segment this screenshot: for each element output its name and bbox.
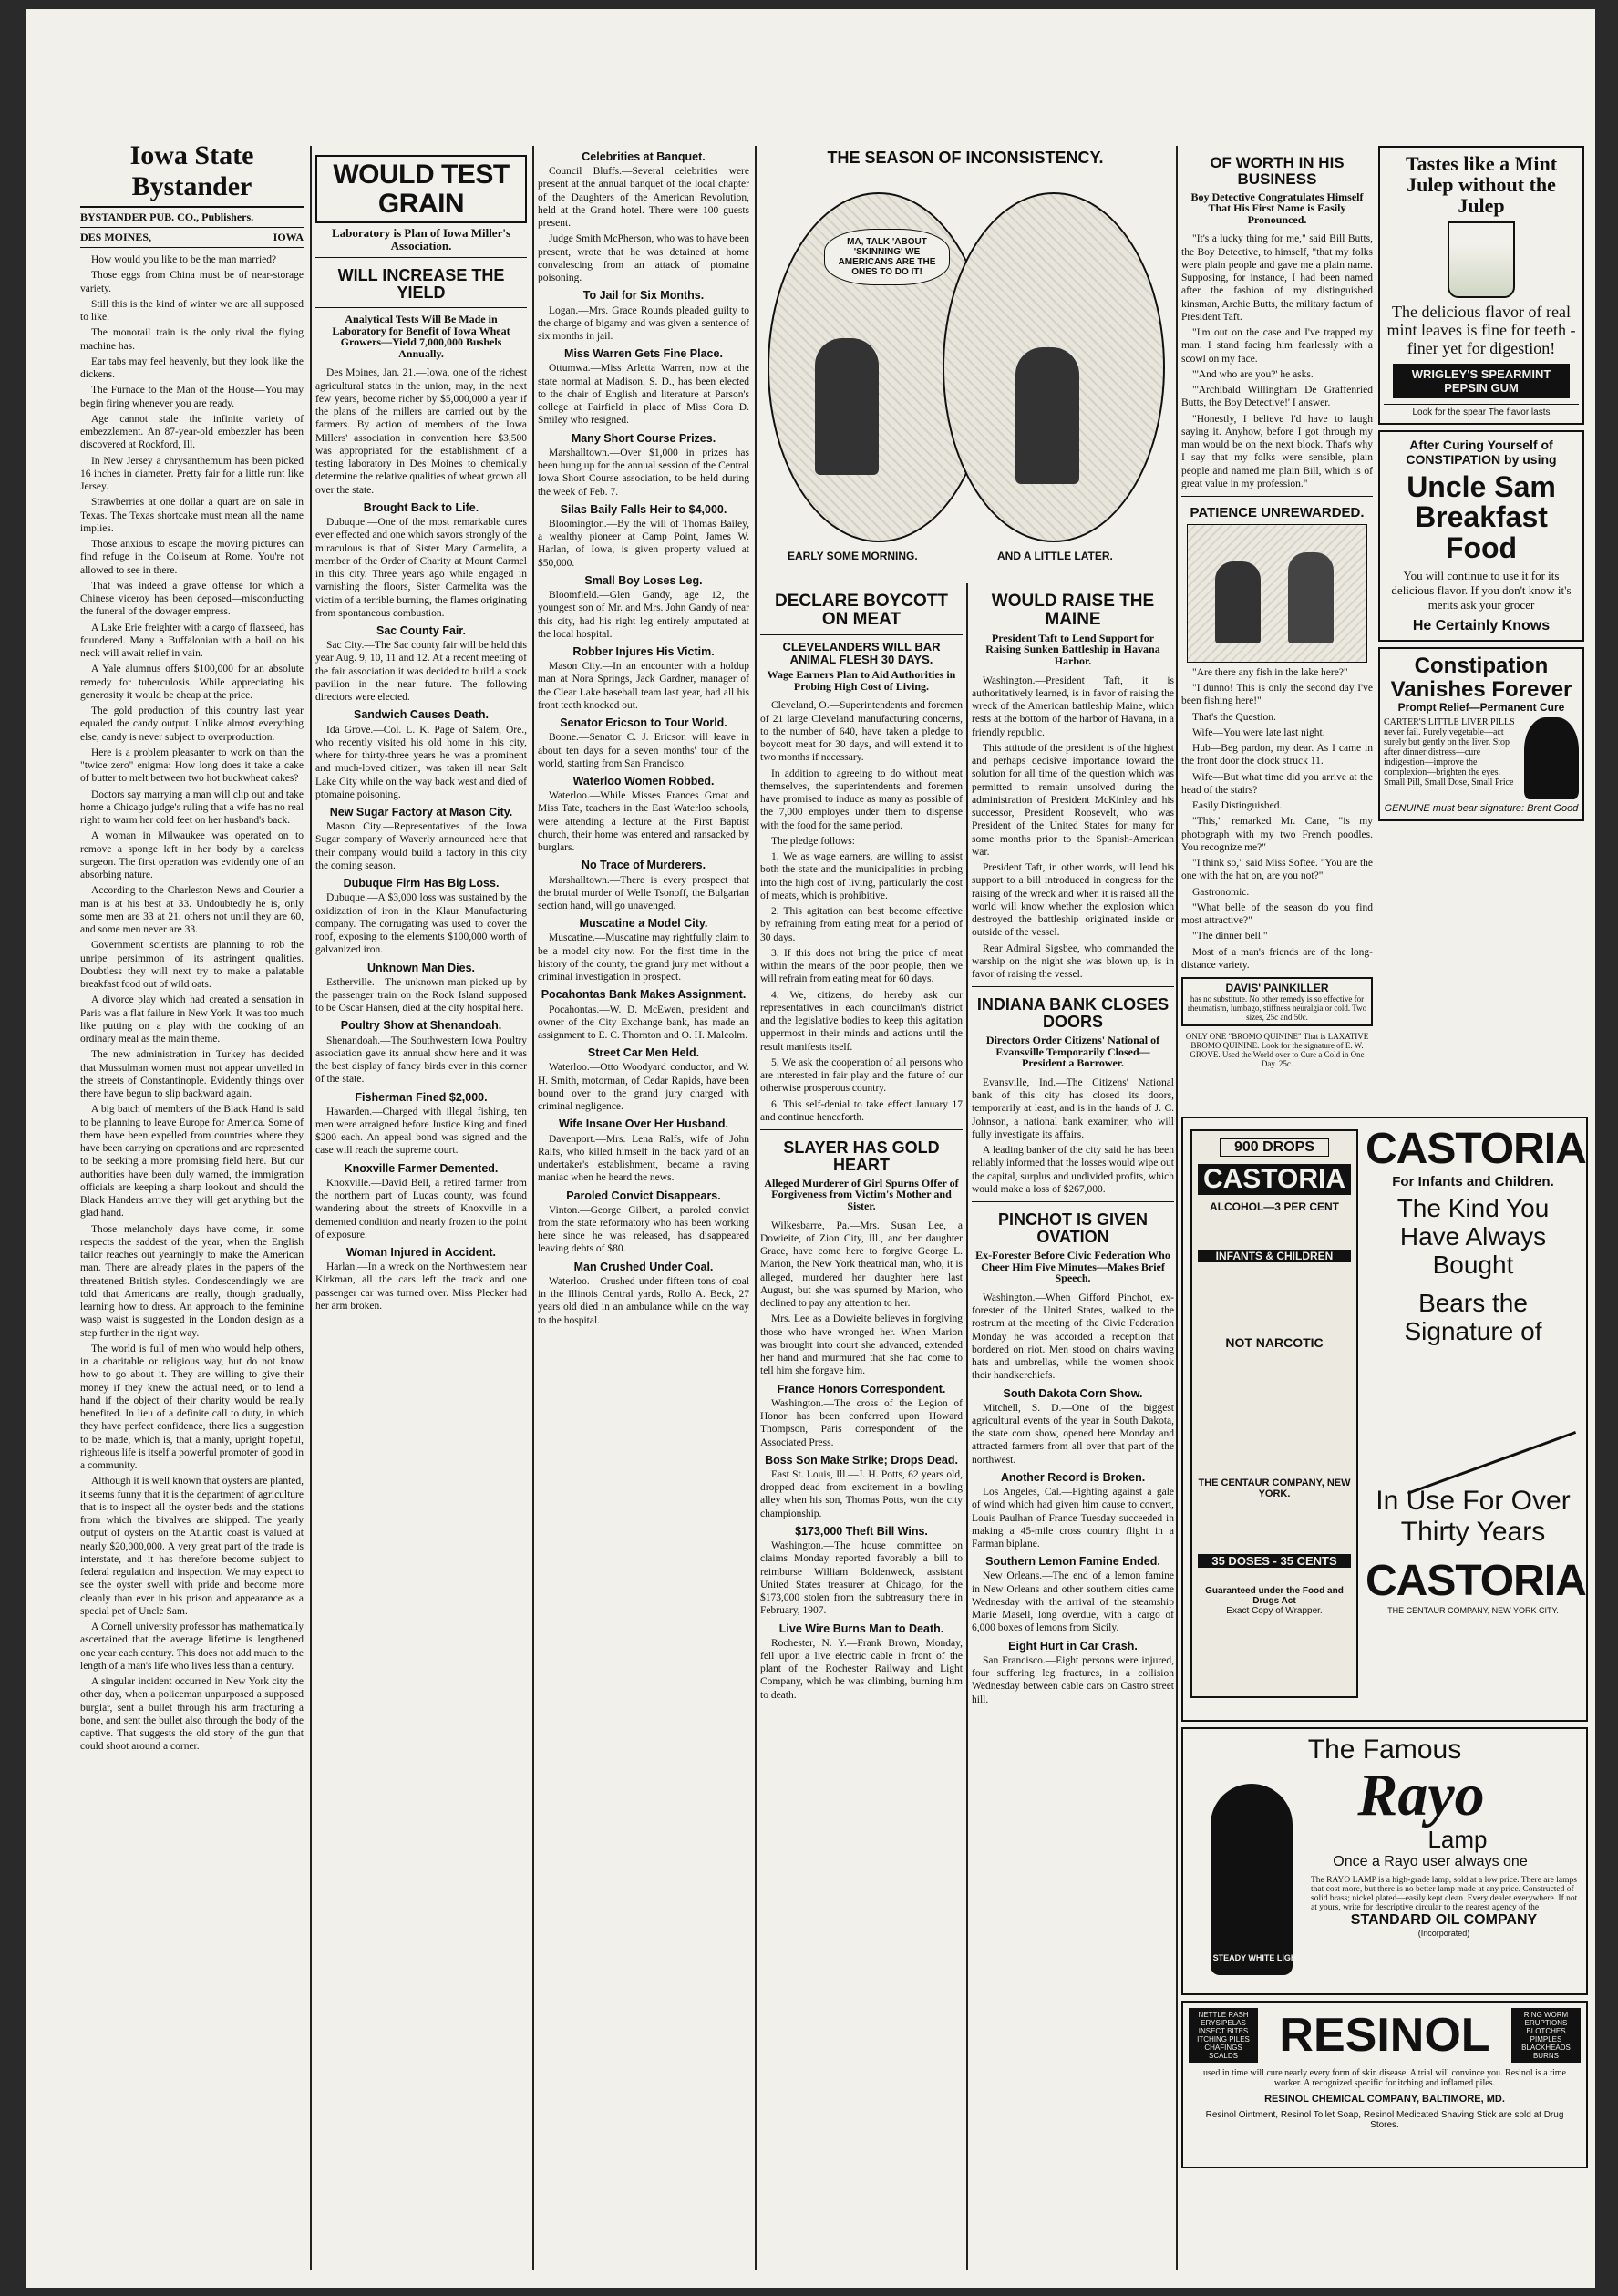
castoria-narcotic: NOT NARCOTIC	[1225, 1335, 1324, 1350]
editorial-paragraph: The new administration in Turkey has decided that Mussulman women must not appear unveiled in the streets of Constantinople. Evidently things over there have begun to slip backward again.	[80, 1049, 304, 1099]
castoria-bottle	[1190, 1129, 1358, 1698]
news-item	[538, 504, 749, 570]
editorial-paragraph: Although it is well known that oysters are planted, it seems funny that it is the department of agriculture that is to inspect all the oyster beds and the stations from which the bivalves are shipped. The yearly output of oysters on the Atlantic coast is valued at nearly $20,000,000. A very great part of the trade is interstate, and it has therefore become subject to federal regulation and inspection. We may expect to see the oyster swell with pride and become more cleanly than ever in his prison and appearance as a special pet of Uncle Sam.	[80, 1476, 304, 1617]
divider	[972, 986, 1174, 987]
news-item	[538, 1261, 749, 1327]
castoria-bears: Bears the Signature of	[1404, 1289, 1542, 1346]
wrigley-footer: Look for the spear The flavor lasts	[1384, 404, 1579, 417]
item-headline: Street Car Men Held.	[587, 1046, 700, 1060]
editorial-paragraph: A Lake Erie freighter with a cargo of flaxseed, has foundered. Many a Buffalonian with a boil on his neck will await relief in vain.	[80, 622, 304, 659]
carter-body: CARTER'S LITTLE LIVER PILLS never fail. Purely vegetable—act surely but gently on the liver. Stop after dinner distress—cure indigestion—improve the complexion—brighten the eyes. Small Pill, Small Dose, Small Price	[1384, 716, 1515, 788]
item-body: East St. Louis, Ill.—J. H. Potts, 62 years old, dropped dead from excitement in a bowling alley when his son, Thomas Potts, won the city championship.	[760, 1468, 963, 1519]
editorial-paragraph: In New Jersey a chrysanthemum has been picked 16 inches in diameter. Pretty fair for a little runt like Jersey.	[80, 455, 304, 492]
rayo-company: STANDARD OIL COMPANY	[1350, 1912, 1538, 1928]
news-item	[315, 878, 527, 956]
item-headline: Celebrities at Banquet.	[582, 150, 706, 163]
divider	[760, 634, 963, 635]
slayer-paragraph: Wilkesbarre, Pa.—Mrs. Susan Lee, a Dowieite, of Zion City, Ill., and her daughter Grace, have come here to forgive George L. Marion, the New York theatrical man, who, it is alleged, murdered her daughter here last August, but she was spurned by Marion, who declined to pay any attention to her.	[760, 1220, 963, 1310]
divider	[972, 1201, 1174, 1202]
item-headline: Wife Insane Over Her Husband.	[558, 1117, 729, 1131]
of-worth-paragraph: "'And who are you?' he asks.	[1192, 368, 1314, 380]
news-items	[760, 1384, 963, 1702]
editorial-paragraph: Government scientists are planning to rob the unripe persimmon of its astringent qualities. Doubtless they will next try to make a palatable breakfast food out of wild oats.	[80, 940, 304, 990]
joke-line: Easily Distinguished.	[1192, 800, 1283, 812]
carter-title: Constipation Vanishes Forever	[1390, 654, 1572, 702]
news-item	[538, 433, 749, 499]
item-headline: Sandwich Causes Death.	[354, 708, 489, 722]
newspaper-page	[26, 9, 1595, 2288]
uncle-pre: After Curing Yourself of CONSTIPATION by using	[1406, 437, 1557, 467]
rayo-lamp: Lamp	[1427, 1826, 1488, 1853]
maine-paragraph: President Taft, in other words, will lend his support to a bill introduced in congress for the raising of the wreck and when it is raised all the world will know whether the explosion which destroyed the battleship originated inside or outside of the vessel.	[972, 862, 1174, 939]
lamp-icon	[1211, 1784, 1293, 1975]
editorial-paragraph: A big batch of members of the Black Hand is said to be planning to leave Europe for America. Some of them have been expelled from countries where they have been carrying on operations and are represented to be seeking a more promising field here. But our authorities have been duly warned, the immigration officials are keeping a sharp lookout and should the Black Handers arrive they will get anything but the glad hand.	[80, 1104, 304, 1220]
editorial-paragraph: Strawberries at one dollar a quart are on sale in Texas. The Texas shortcake must mean all the name implies.	[80, 497, 304, 534]
publisher-line	[80, 208, 304, 228]
joke-line: "I dunno! This is only the second day I've been fishing here!"	[1181, 683, 1373, 707]
maine-paragraph: This attitude of the president is of the highest and perhaps decisive importance toward the solution for all time of the question which was permitted to remain unsolved during the administration of President McKinley and his successor, President Roosevelt, who was President of the United States for many for some months prior to the Spanish-American war.	[972, 742, 1174, 858]
boycott-paragraph: 1. We as wage earners, are willing to assist both the state and the municipalities in probing into the high cost of living, particularly the cost of meats, which is prohibitive.	[760, 851, 963, 901]
rayo-brand: Rayo	[1357, 1762, 1485, 1828]
column-rule	[310, 146, 312, 2270]
resinol-header	[1189, 2008, 1581, 2063]
carter-ad	[1378, 647, 1584, 820]
item-body: Bloomington.—By the will of Thomas Bailey, a wealthy pioneer at Camp Point, James W. Harlan, of Iowa, is given property valued at $50,000.	[538, 518, 749, 569]
column-maine	[972, 583, 1174, 2270]
item-headline: Knoxville Farmer Demented.	[344, 1161, 499, 1175]
joke-line: "What belle of the season do you find most attractive?"	[1181, 901, 1373, 927]
news-item	[972, 1556, 1174, 1634]
item-headline: Man Crushed Under Coal.	[573, 1260, 714, 1273]
cartoon-title-patience: PATIENCE UNREWARDED.	[1190, 505, 1365, 521]
item-headline: Robber Injures His Victim.	[572, 645, 715, 658]
rayo-tagline: Once a Rayo user always one	[1333, 1854, 1528, 1869]
castoria-drops: 900 DROPS	[1220, 1138, 1329, 1157]
deck: Alleged Murderer of Girl Spurns Offer of Forgiveness from Victim's Mother and Sister.	[764, 1176, 959, 1213]
castoria-copy: Exact Copy of Wrapper.	[1226, 1606, 1323, 1616]
news-item	[315, 1092, 527, 1158]
uncle-sam-ad	[1378, 430, 1584, 643]
item-body: Des Moines, Jan. 21.—Iowa, one of the richest agricultural states in the union, may, in the next few years, become richer by $5,000,000 a year if the plans of the millers are carried out by the farmers. By action of members of the Iowa Millers' association in convention here $3,500 was appropriated for the establishment of a testing laboratory in Des Moines to chemically determine the relative qualities of wheat grown all over the state.	[315, 367, 527, 496]
carter-sub: Prompt Relief—Permanent Cure	[1397, 700, 1565, 714]
news-items	[538, 151, 749, 1327]
joke-line: That's the Question.	[1192, 711, 1276, 723]
item-body: Dubuque.—A $3,000 loss was sustained by the oxidization of iron in the Klaur Manufacturing company. The corrugating was used to cover the roof, exposing to the elements $100,000 worth of galvanized iron.	[315, 892, 527, 956]
editorial-paragraph: A woman in Milwaukee was operated on to remove a sponge left in her body by a careless surgeon. The first operation was evidently one of an absorbing nature.	[80, 830, 304, 880]
joke-line: Gastronomic.	[1192, 886, 1250, 898]
item-body: Shenandoah.—The Southwestern Iowa Poultry association gave its annual show here and it was the best display of fancy birds ever in this corner of the state.	[315, 1035, 527, 1086]
editorial-paragraph: Those eggs from China must be of near-storage variety.	[80, 270, 304, 294]
maine-paragraphs	[972, 674, 1174, 982]
rayo-famous: The Famous	[1307, 1735, 1462, 1765]
news-item	[315, 1247, 527, 1313]
editorial-paragraph: That was indeed a grave offense for which a Chinese viceroy has been deposed—misconducting the funeral of the dowager empress.	[80, 580, 304, 618]
editorial-paragraph: A divorce play which had created a sensation in Paris was a flat failure in New York. It was too much like putting on a play with the cooking of an ordinary meal as the main theme.	[80, 994, 304, 1045]
of-worth-paragraph: "'Archibald Willingham De Graffenried Butts, the Boy Detective!' I answer.	[1181, 385, 1373, 409]
column-editorial	[80, 137, 304, 2270]
rayo-light: THE STEADY WHITE LIGHT	[1194, 1953, 1302, 1962]
news-items	[315, 366, 527, 1313]
headline-boycott: DECLARE BOYCOTT ON MEAT	[775, 592, 948, 629]
passerby-figure	[1288, 552, 1334, 643]
castoria-title: CASTORIA	[1366, 1125, 1586, 1173]
glass-icon	[1448, 221, 1515, 298]
editorial-paragraph: Ear tabs may feel heavenly, but they look like the dickens.	[80, 355, 304, 380]
news-item	[315, 366, 527, 497]
item-body: Ottumwa.—Miss Arletta Warren, now at the state normal at Madison, S. D., has been elected to the chair of English and literature at Parson's college at Fairfield in place of Miss Cora D. Smiley who resigned.	[538, 363, 749, 427]
headline-of-worth: OF WORTH IN HIS BUSINESS	[1210, 154, 1345, 188]
editorial-paragraph: Those anxious to escape the moving pictures can find refuge in the Coliseum at Rome. You're not allowed to see in there.	[80, 539, 304, 576]
resinol-ad	[1181, 2001, 1588, 2168]
item-body: Council Bluffs.—Several celebrities were present at the annual banquet of the local chapter of the Daughters of the American Revolution, held at the Grand hotel. There were 100 guests present.	[538, 166, 749, 230]
headline-bank: INDIANA BANK CLOSES DOORS	[976, 995, 1170, 1032]
fisherman-figure	[1215, 561, 1261, 643]
news-item	[538, 646, 749, 712]
item-body: Pocahontas.—W. D. McEwen, president and owner of the City Exchange bank, has made an assignment to E. C. Thornton and O. H. Malcolm.	[538, 1004, 749, 1041]
editorial-paragraph: According to the Charleston News and Courier a man is at his best at 33. Undoubtedly he is, only some men are 33 at 21, others not until they are 60, and some men never are 33.	[80, 885, 304, 935]
divider	[760, 1129, 963, 1130]
item-headline: Muscatine a Model City.	[579, 917, 708, 931]
deck: Boy Detective Congratulates Himself That His First Name is Easily Pronounced.	[1190, 190, 1364, 226]
news-item	[538, 776, 749, 854]
of-worth-paragraph: "Honestly, I believe I'd have to laugh saying it. Anyhow, before I got through my man would be on the next block. That's why I say that my folks were sensible, plain people and named me plain Bill, which is of great value in my profession."	[1181, 413, 1373, 489]
news-items	[972, 1388, 1174, 1706]
item-body: Estherville.—The unknown man picked up by the passenger train on the Rock Island supposed to be Oscar Hansen, died at the city hospital here.	[315, 976, 527, 1014]
column-of-worth	[1181, 146, 1373, 1103]
news-item	[538, 1190, 749, 1256]
cartoon-title: THE SEASON OF INCONSISTENCY.	[827, 149, 1104, 167]
figure-man-walking	[1015, 347, 1079, 484]
item-headline: France Honors Correspondent.	[777, 1382, 946, 1395]
item-body: Marshalltown.—Over $1,000 in prizes has been hung up for the annual session of the Central Iowa Short Course association, to be held during the week of Feb. 7.	[538, 447, 749, 498]
castoria-doses: 35 DOSES - 35 CENTS	[1198, 1554, 1351, 1568]
editorial-paragraph: Those melancholy days have come, in some respects the saddest of the year, when the English tailor reaches out yearningly to make the American man. There are already plates in the papers of the threatened British styles. Condescendingly we are told that Americans are really, though gradually, learning how to dress. An approach to the feminine wasp waist is suggested in the London design as a step further in the right way.	[80, 1223, 304, 1339]
news-item	[760, 1384, 963, 1449]
quinine-ad: ONLY ONE "BROMO QUININE" That is LAXATIVE BROMO QUININE. Look for the signature of E. W. GROVE. Used the World over to Cure a Cold in One Day. 25c.	[1185, 1032, 1369, 1069]
painkiller-text: has no substitute. No other remedy is so effective for rheumatism, lumbago, stiffness neuralgia or cold. Two sizes, 25c and 50c.	[1187, 994, 1367, 1023]
carter-body-row	[1384, 717, 1579, 799]
item-body: San Francisco.—Eight persons were injured, four suffering leg fractures, in a collision Wednesday between cable cars on Castro street hill.	[972, 1654, 1174, 1705]
bank-paragraph: A leading banker of the city said he has been reliably informed that the losses would wipe out the capital, surplus and undivided profits, which would make a loss of $267,000.	[972, 1145, 1174, 1195]
wrigley-title: Tastes like a Mint Julep without the Julep	[1405, 152, 1558, 218]
item-headline: Dubuque Firm Has Big Loss.	[343, 877, 500, 891]
item-headline: No Trace of Murderers.	[581, 859, 706, 872]
item-body: Rochester, N. Y.—Frank Brown, Monday, fell upon a live electric cable in front of the plant of the Rochester Railway and Light Company, which he was climbing, burning him to death.	[760, 1637, 963, 1701]
item-headline: Fisherman Fined $2,000.	[355, 1090, 488, 1104]
news-item	[760, 1526, 963, 1618]
column-rule	[966, 583, 968, 2270]
boycott-paragraph: The pledge follows:	[771, 835, 855, 847]
item-headline: New Sugar Factory at Mason City.	[329, 806, 513, 819]
item-headline: Southern Lemon Famine Ended.	[985, 1555, 1160, 1569]
item-headline: Miss Warren Gets Fine Place.	[564, 347, 723, 361]
item-headline: Unknown Man Dies.	[366, 961, 476, 974]
boycott-paragraph: 4. We, citizens, do hereby ask our representatives in each councilman's district and the legislative bodies to keep this agitation uppermost in their minds and actions until the result manifests itself.	[760, 989, 963, 1053]
castoria-ad	[1181, 1117, 1588, 1722]
column-boycott	[760, 583, 963, 2270]
news-item	[315, 709, 527, 801]
news-item	[538, 1047, 749, 1113]
item-headline: To Jail for Six Months.	[582, 289, 705, 303]
editorial-paragraph: Still this is the kind of winter we are all supposed to like.	[80, 298, 304, 323]
news-item	[538, 989, 749, 1042]
item-headline: Brought Back to Life.	[363, 500, 479, 514]
left-caption: EARLY SOME MORNING.	[788, 549, 918, 562]
joke-line: Wife—But what time did you arrive at the head of the stairs?	[1181, 771, 1373, 796]
editorial-paragraph: A Cornell university professor has mathematically ascertained that the average lifetime is lengthened one year each century. This does not add much to the length of a man's life who lives less than a century.	[80, 1622, 304, 1672]
item-body: Davenport.—Mrs. Lena Ralfs, wife of John Ralfs, who killed himself in the back yard of an undertaker's establishment, became a raving maniac when he heard the news.	[538, 1133, 749, 1184]
item-headline: Sac County Fair.	[376, 624, 466, 638]
item-body: Mason City.—In an encounter with a holdup man at Nora Springs, Jack Gardner, manager of the Clear Lake baseball team last year, had all his front teeth knocked out.	[538, 661, 749, 711]
wrigley-body: The delicious flavor of real mint leaves is fine for teeth - finer yet for digestion!	[1386, 303, 1576, 357]
headline-pinchot: PINCHOT IS GIVEN OVATION	[997, 1210, 1149, 1247]
boycott-paragraph: 6. This self-denial to take effect January 17 and continue henceforth.	[760, 1098, 963, 1123]
castoria-guarantee: Guaranteed under the Food and Drugs Act	[1205, 1586, 1344, 1606]
bank-paragraph: Evansville, Ind.—The Citizens' National bank of this city has closed its doors, temporarily at least, and is in the hands of J. C. Johnson, a national bank examiner, who will fully investigate its affairs.	[972, 1076, 1174, 1140]
cartoon-frame	[760, 174, 1170, 574]
wrigley-ad	[1378, 146, 1584, 425]
news-item	[315, 807, 527, 872]
rayo-inc: (Incorporated)	[1417, 1929, 1470, 1938]
editorial-paragraph: Here is a problem pleasanter to work on than the "twice zero" enigma: How long does it take a cake of butter to melt between two hot buckwheat cakes?	[80, 746, 304, 785]
news-item	[972, 1388, 1174, 1467]
item-headline: Senator Ericson to Tour World.	[560, 716, 727, 730]
item-body: Muscatine.—Muscatine may rightfully claim to be a model city now. For the first time in the history of the county, the grand jury met without a criminal investigation in prospect.	[538, 932, 749, 983]
news-item	[760, 1455, 963, 1520]
column-iowa-news	[315, 146, 527, 2270]
column-rule	[755, 146, 757, 2270]
editorial-paragraph: Doctors say marrying a man will clip out and take home a Chicago judge's ruling that a wife has no real right to warm her cold feet on her husband's back.	[80, 788, 304, 826]
headline-slayer: SLAYER HAS GOLD HEART	[783, 1138, 940, 1174]
crow-icon	[1524, 717, 1579, 799]
deck: Analytical Tests Will Be Made in Laboratory for Benefit of Iowa Wheat Growers—Yield 7,000,000 Bushels Annually.	[332, 313, 510, 360]
item-body: Judge Smith McPherson, who was to have been present, wrote that he was detained at home convalescing from an attack of ptomaine poisoning.	[538, 233, 749, 284]
castoria-box-title: CASTORIA	[1198, 1164, 1351, 1195]
item-body: Waterloo.—While Misses Frances Groat and Miss Tate, teachers in the East Waterloo schools, were attending a lecture at the First Baptist church, their home was entered and ransacked by burglars.	[538, 790, 749, 854]
signature-scrawl	[1370, 1328, 1576, 1495]
joke-line: "This," remarked Mr. Cane, "is my photograph with my two French poodles. You recognize me?"	[1181, 816, 1373, 853]
slayer-paragraph: Mrs. Lee as a Dowieite believes in forgiving those who have wronged her. When Marion was brought into court she advanced, extended her hand and murmured that she had come to tell him she forgave him.	[760, 1313, 963, 1377]
subhead: Laboratory is Plan of Iowa Miller's Association.	[331, 226, 511, 252]
item-headline: Woman Injured in Accident.	[346, 1246, 496, 1260]
item-body: Mason City.—Representatives of the Iowa Sugar company of Waverly announced here that their company would build a factory in this city the coming season.	[315, 821, 527, 871]
resinol-right: RING WORM ERUPTIONS BLOTCHES PIMPLES BLACKHEADS BURNS	[1511, 2008, 1581, 2063]
pinchot-paragraphs	[972, 1292, 1174, 1383]
of-worth-paragraphs	[1181, 232, 1373, 490]
joke-line: "Are there any fish in the lake here?"	[1192, 666, 1348, 678]
item-headline: Poultry Show at Shenandoah.	[340, 1019, 502, 1033]
divider	[1181, 496, 1373, 497]
item-headline: Eight Hurt in Car Crash.	[1008, 1639, 1138, 1653]
column-rule	[532, 146, 534, 2270]
ads-column	[1378, 146, 1584, 1103]
item-body: Washington.—The cross of the Legion of Honor has been conferred upon Howard Thompson, Paris correspondent of the Associated Press.	[760, 1397, 963, 1448]
resinol-company: RESINOL CHEMICAL COMPANY, BALTIMORE, MD.	[1264, 2094, 1505, 2105]
news-item	[538, 1118, 749, 1184]
item-body: Harlan.—In a wreck on the Northwestern near Kirkman, all the cars left the track and one passenger car was turned over. Miss Plecker had her arm broken.	[315, 1261, 527, 1312]
resinol-left: NETTLE RASH ERYSIPELAS INSECT BITES ITCHING PILES CHAFINGS SCALDS	[1189, 2008, 1258, 2063]
news-item	[538, 860, 749, 912]
boycott-paragraph: 2. This agitation can best become effective by refraining from eating meat for a period of 30 days.	[760, 906, 963, 943]
headline-maine: WOULD RAISE THE MAINE	[991, 592, 1155, 629]
castoria-title-bottom: CASTORIA	[1366, 1556, 1586, 1605]
news-item	[538, 290, 749, 343]
city: DES MOINES,	[80, 231, 152, 243]
dateline-bar	[80, 228, 304, 248]
painkiller-title: DAVIS' PAINKILLER	[1225, 982, 1329, 995]
joke-line: Most of a man's friends are of the long-distance variety.	[1181, 946, 1373, 971]
editorial-paragraph: The world is full of men who would help others, in a charitable or religious way, but do not know how to go about it. They are willing to give their money if they knew the actual need, or to lend a hand if the object of their charity would be really benefited. In lieu of a definite call to duty, in which they have perfect confidence, there lies a suggestion to be made, which is, that a manly, upright hopeful, righteous life is itself a powerful promoter of good in a community.	[80, 1343, 304, 1471]
uncle-body: You will continue to use it for its delicious flavor. If you don't know it's merits ask your grocer	[1391, 569, 1572, 613]
item-body: New Orleans.—The end of a lemon famine in New Orleans and other southern cities came Wednesday with the arrival of the steamship Marie Masell, long overdue, with a cargo of 6,000 boxes of lemons from Sicily.	[972, 1570, 1174, 1634]
publisher: BYSTANDER PUB. CO., Publishers.	[80, 211, 254, 223]
item-headline: Another Record is Broken.	[1000, 1470, 1146, 1484]
item-body: Vinton.—George Gilbert, a paroled convict from the state reformatory who has been working here since he was released, has disappeared leaving debts of $80.	[538, 1204, 749, 1255]
maine-paragraph: Washington.—President Taft, it is authoritatively learned, is in favor of raising the wreck of the American battleship Maine, which rests at the bottom of the harbor of Havana, in a friendly republic.	[972, 674, 1174, 738]
maine-paragraph: Rear Admiral Sigsbee, who commanded the warship on the night she was blown up, is in favor of raising the vessel.	[972, 942, 1174, 981]
item-body: Dubuque.—One of the most remarkable cures ever effected and one which savors strongly of the miraculous is that of Sister Mary Carmelita, a member of the Order of Charity at Mount Carmel in this city. Three years ago while engaged in varnishing the floors, Sister Carmelita was the victim of a terrible burning, the flames originating from spontaneous combustion.	[315, 517, 527, 619]
subhead-yield: WILL INCREASE THE YIELD	[337, 266, 505, 303]
painkiller-ad	[1181, 977, 1373, 1026]
item-body: Mitchell, S. D.—One of the biggest agricultural events of the year in South Dakota, the state corn show, opened here Monday and attracted farmers from all over that part of the northwest.	[972, 1402, 1174, 1466]
news-item	[315, 1020, 527, 1086]
item-headline: Live Wire Burns Man to Death.	[778, 1622, 944, 1635]
joke-line: "I think so," said Miss Softee. "You are the one with the hat on, are you not?"	[1181, 858, 1373, 882]
castoria-infants: INFANTS & CHILDREN	[1198, 1250, 1351, 1262]
slayer-paragraphs	[760, 1220, 963, 1378]
deck: Wage Earners Plan to Aid Authorities in Probing High Cost of Living.	[767, 668, 956, 693]
joke-line: "The dinner bell."	[1192, 931, 1268, 942]
divider	[315, 307, 527, 308]
patience-cartoon	[1187, 524, 1367, 663]
news-item	[972, 1641, 1174, 1706]
news-item	[538, 151, 749, 230]
speech-bubble: MA, TALK 'ABOUT 'SKINNING' WE AMERICANS ARE THE ONES TO DO IT!	[824, 229, 950, 285]
editorial-paragraph: How would you like to be the man married?	[91, 254, 277, 265]
resinol-footer: Resinol Ointment, Resinol Toilet Soap, Resinol Medicated Shaving Stick are sold at Drug Stores.	[1205, 2110, 1564, 2130]
news-item	[538, 232, 749, 284]
joke-line: Hub—Beg pardon, my dear. As I came in the front door the clock struck 11.	[1181, 743, 1373, 767]
item-body: Boone.—Senator C. J. Ericson will leave in about ten days for a seven months' tour of the world, starting from San Francisco.	[538, 732, 749, 769]
bank-paragraphs	[972, 1076, 1174, 1196]
item-body: Washington.—The house committee on claims Monday reported favorably a bill to reimburse William Boldenweck, assistant United States treasurer at Chicago, for the $173,000 stolen from the subtreasury there in February, 1907.	[760, 1540, 963, 1617]
wrigley-brand: WRIGLEY'S SPEARMINT PEPSIN GUM	[1393, 364, 1570, 398]
item-body: Ida Grove.—Col. L. K. Page of Salem, Ore., who recently visited his old home in this city, where for thirty-three years he was a prominent and much-loved citizen, was taken ill near Salt Lake City while on the way back west and died of ptomaine poisoning.	[315, 724, 527, 800]
news-item	[538, 348, 749, 427]
deck: President Taft to Lend Support for Raising Sunken Battleship in Havana Harbor.	[985, 631, 1160, 668]
uncle-title: Uncle Sam Breakfast Food	[1407, 469, 1556, 564]
editorial-paragraph: The Furnace to the Man of the House—You may begin firing whenever you are ready.	[80, 385, 304, 409]
divider	[315, 257, 527, 258]
item-headline: Pocahontas Bank Makes Assignment.	[541, 988, 747, 1002]
castoria-company: THE CENTAUR COMPANY, NEW YORK.	[1198, 1477, 1351, 1499]
item-body: Hawarden.—Charged with illegal fishing, ten men were arraigned before Justice King and fined $200 each. An appeal bond was signed and the case will reach the supreme court.	[315, 1106, 527, 1157]
news-item	[315, 625, 527, 704]
pinchot-paragraph: Washington.—When Gifford Pinchot, ex-forester of the United States, walked to the rostrum at the meeting of the Civic Federation Monday he was accorded a reception that bordered on riot. Men stood on chairs waving hats and umbrellas, while the women shook their handkerchiefs.	[972, 1292, 1174, 1382]
editorial-paragraph: The gold production of this country last year equaled the candy output. Unlike almost everything else, candy is never subject to overproduction.	[80, 705, 304, 743]
column-rule	[1176, 146, 1178, 2270]
editorial-paragraph: A singular incident occurred in New York city the other day, when a policeman unpurposed a supposed burglar, sent a bullet through his arm fracturing a bone, and sent the bullet also through the body of the captive. That suggests the old story of the gun that could shoot around a corner.	[80, 1676, 304, 1753]
item-body: Waterloo.—Crushed under fifteen tons of coal in the Illinois Central yards, Rollo A. Beck, 27 years old died in an ambulance while on the way to the hospital.	[538, 1275, 749, 1326]
news-item	[315, 502, 527, 620]
item-headline: Paroled Convict Disappears.	[566, 1189, 721, 1202]
news-item	[538, 918, 749, 983]
item-body: Los Angeles, Cal.—Fighting against a gale of wind which had given him cause to convert, Louis Paulhan of France Tuesday succeeded in making a 45-mile cross country flight in a Farman biplane.	[972, 1487, 1174, 1550]
news-item	[538, 717, 749, 770]
item-headline: Silas Baily Falls Heir to $4,000.	[560, 502, 727, 516]
figure-man-reading	[815, 338, 879, 475]
castoria-alcohol: ALCOHOL—3 PER CENT	[1209, 1200, 1339, 1213]
item-headline: Small Boy Loses Leg.	[584, 573, 703, 587]
rayo-lamp-ad	[1181, 1727, 1588, 1995]
item-headline: Waterloo Women Robbed.	[572, 775, 715, 788]
castoria-sub: For Infants and Children.	[1392, 1174, 1554, 1189]
headline-would-test-grain: WOULD TEST GRAIN	[315, 155, 527, 223]
item-headline: South Dakota Corn Show.	[1003, 1386, 1143, 1400]
of-worth-paragraph: "It's a lucky thing for me," said Bill Butts, the Boy Detective, to himself, "that my folks were plain people and gave me a plain name. Supposing, for instance, I had been named after the fashion of my distinguished kinsman, Archie Butts, the military factum of President Taft.	[1181, 233, 1373, 323]
column-iowa-briefs	[538, 146, 749, 2270]
rayo-body: The RAYO LAMP is a high-grade lamp, sold at a low price. There are lamps that cost more, but there is no better lamp made at any price. Constructed of solid brass; nickel plated—easily kept clean. Every dealer everywhere. If not at yours, write for descriptive circular to the nearest agency of the	[1311, 1876, 1578, 1912]
boycott-paragraph: 5. We ask the cooperation of all persons who are interested in fair play and the future of our otherwise prosperous country.	[760, 1056, 963, 1095]
item-body: Sac City.—The Sac county fair will be held this year Aug. 9, 10, 11 and 12. At a recent meeting of the fair association it was decided to build a stock pavilion in the near future. The following directors were elected.	[315, 640, 527, 704]
resinol-title: RESINOL	[1279, 2009, 1490, 2062]
item-body: Bloomfield.—Glen Gandy, age 12, the youngest son of Mr. and Mrs. John Gandy of near this city, had his right leg entirely amputated at the local hospital.	[538, 590, 749, 640]
boycott-paragraph: 3. If this does not bring the price of meat within the means of the poor people, then we will refrain from eating meat for 60 days.	[760, 947, 963, 985]
castoria-text	[1366, 1124, 1586, 1615]
of-worth-paragraph: "I'm out on the case and I've trapped my man. I stand facing him fearlessly with a scowl on my face.	[1181, 327, 1373, 365]
cartoon-season-of-inconsistency	[760, 146, 1170, 574]
joke-line: Wife—You were late last night.	[1192, 726, 1325, 738]
news-item	[972, 1472, 1174, 1550]
boycott-paragraphs	[760, 699, 963, 1124]
uncle-footer: He Certainly Knows	[1412, 618, 1551, 634]
editorial-paragraph: Age cannot stale the infinite variety of embezzlement. An 87-year-old embezzler has been discovered at Rockford, Ill.	[80, 413, 304, 451]
item-headline: $173,000 Theft Bill Wins.	[795, 1524, 928, 1538]
item-headline: Many Short Course Prizes.	[571, 431, 716, 445]
editorial-paragraph: The monorail train is the only rival the flying machine has.	[80, 327, 304, 352]
item-body: Logan.—Mrs. Grace Rounds pleaded guilty to the charge of bigamy and was given a sentence of six months in jail.	[538, 304, 749, 342]
deck: Ex-Forester Before Civic Federation Who Cheer Him Five Minutes—Makes Brief Speech.	[975, 1249, 1170, 1285]
news-item	[760, 1623, 963, 1702]
carter-sig: GENUINE must bear signature: Brent Good	[1384, 802, 1579, 814]
news-item	[538, 575, 749, 641]
item-headline: Boss Son Make Strike; Drops Dead.	[765, 1453, 958, 1467]
item-body: Knoxville.—David Bell, a retired farmer from the northern part of Lucas county, was found wandering about the streets of Knoxville in a demented condition and nearly frozen to the point of exposure.	[315, 1177, 527, 1241]
castoria-in-use: In Use For Over Thirty Years	[1376, 1485, 1571, 1548]
news-item	[315, 1163, 527, 1241]
resinol-body: used in time will cure nearly every form of skin disease. A trial will convince you. Resinol is a time worker. A recognized specific for itching and inflamed piles.	[1203, 2068, 1566, 2088]
news-item	[315, 963, 527, 1015]
item-body: Marshalltown.—There is every prospect that the brutal murder of Welle Tsonoff, the Bulgarian section hand, will go unavenged.	[538, 874, 749, 911]
boycott-paragraph: Cleveland, O.—Superintendents and foremen of 21 large Cleveland manufacturing concerns, to the number of 640, have taken a pledge to boycott meat for 30 days, and will extend it to two months if necessary.	[760, 700, 963, 764]
state: IOWA	[273, 231, 304, 243]
item-body: Waterloo.—Otto Woodyard conductor, and W. H. Smith, motorman, of Cedar Rapids, have been bound over to the grand jury charged with criminal negligence.	[538, 1062, 749, 1113]
right-caption: AND A LITTLE LATER.	[997, 549, 1113, 562]
boycott-paragraph: In addition to agreeing to do without meat themselves, the superintendents and foremen have promised to induce as many as possible of the 7,000 employes under them to dispense with the food for the same period.	[760, 767, 963, 831]
deck: Directors Order Citizens' National of Evansville Temporarily Closed—President a Borrower.	[985, 1034, 1160, 1070]
subhead: CLEVELANDERS WILL BAR ANIMAL FLESH 30 DAYS.	[782, 639, 941, 666]
editorial-paragraphs	[80, 253, 304, 1754]
castoria-footer: THE CENTAUR COMPANY, NEW YORK CITY.	[1387, 1605, 1559, 1615]
editorial-paragraph: A Yale alumnus offers $100,000 for an absolute remedy for tuberculosis. While appreciating his generosity it would be cheap at the price.	[80, 664, 304, 701]
jokes	[1181, 666, 1373, 972]
masthead: Iowa State Bystander	[80, 137, 304, 208]
castoria-kind: The Kind You Have Always Bought	[1396, 1194, 1550, 1279]
